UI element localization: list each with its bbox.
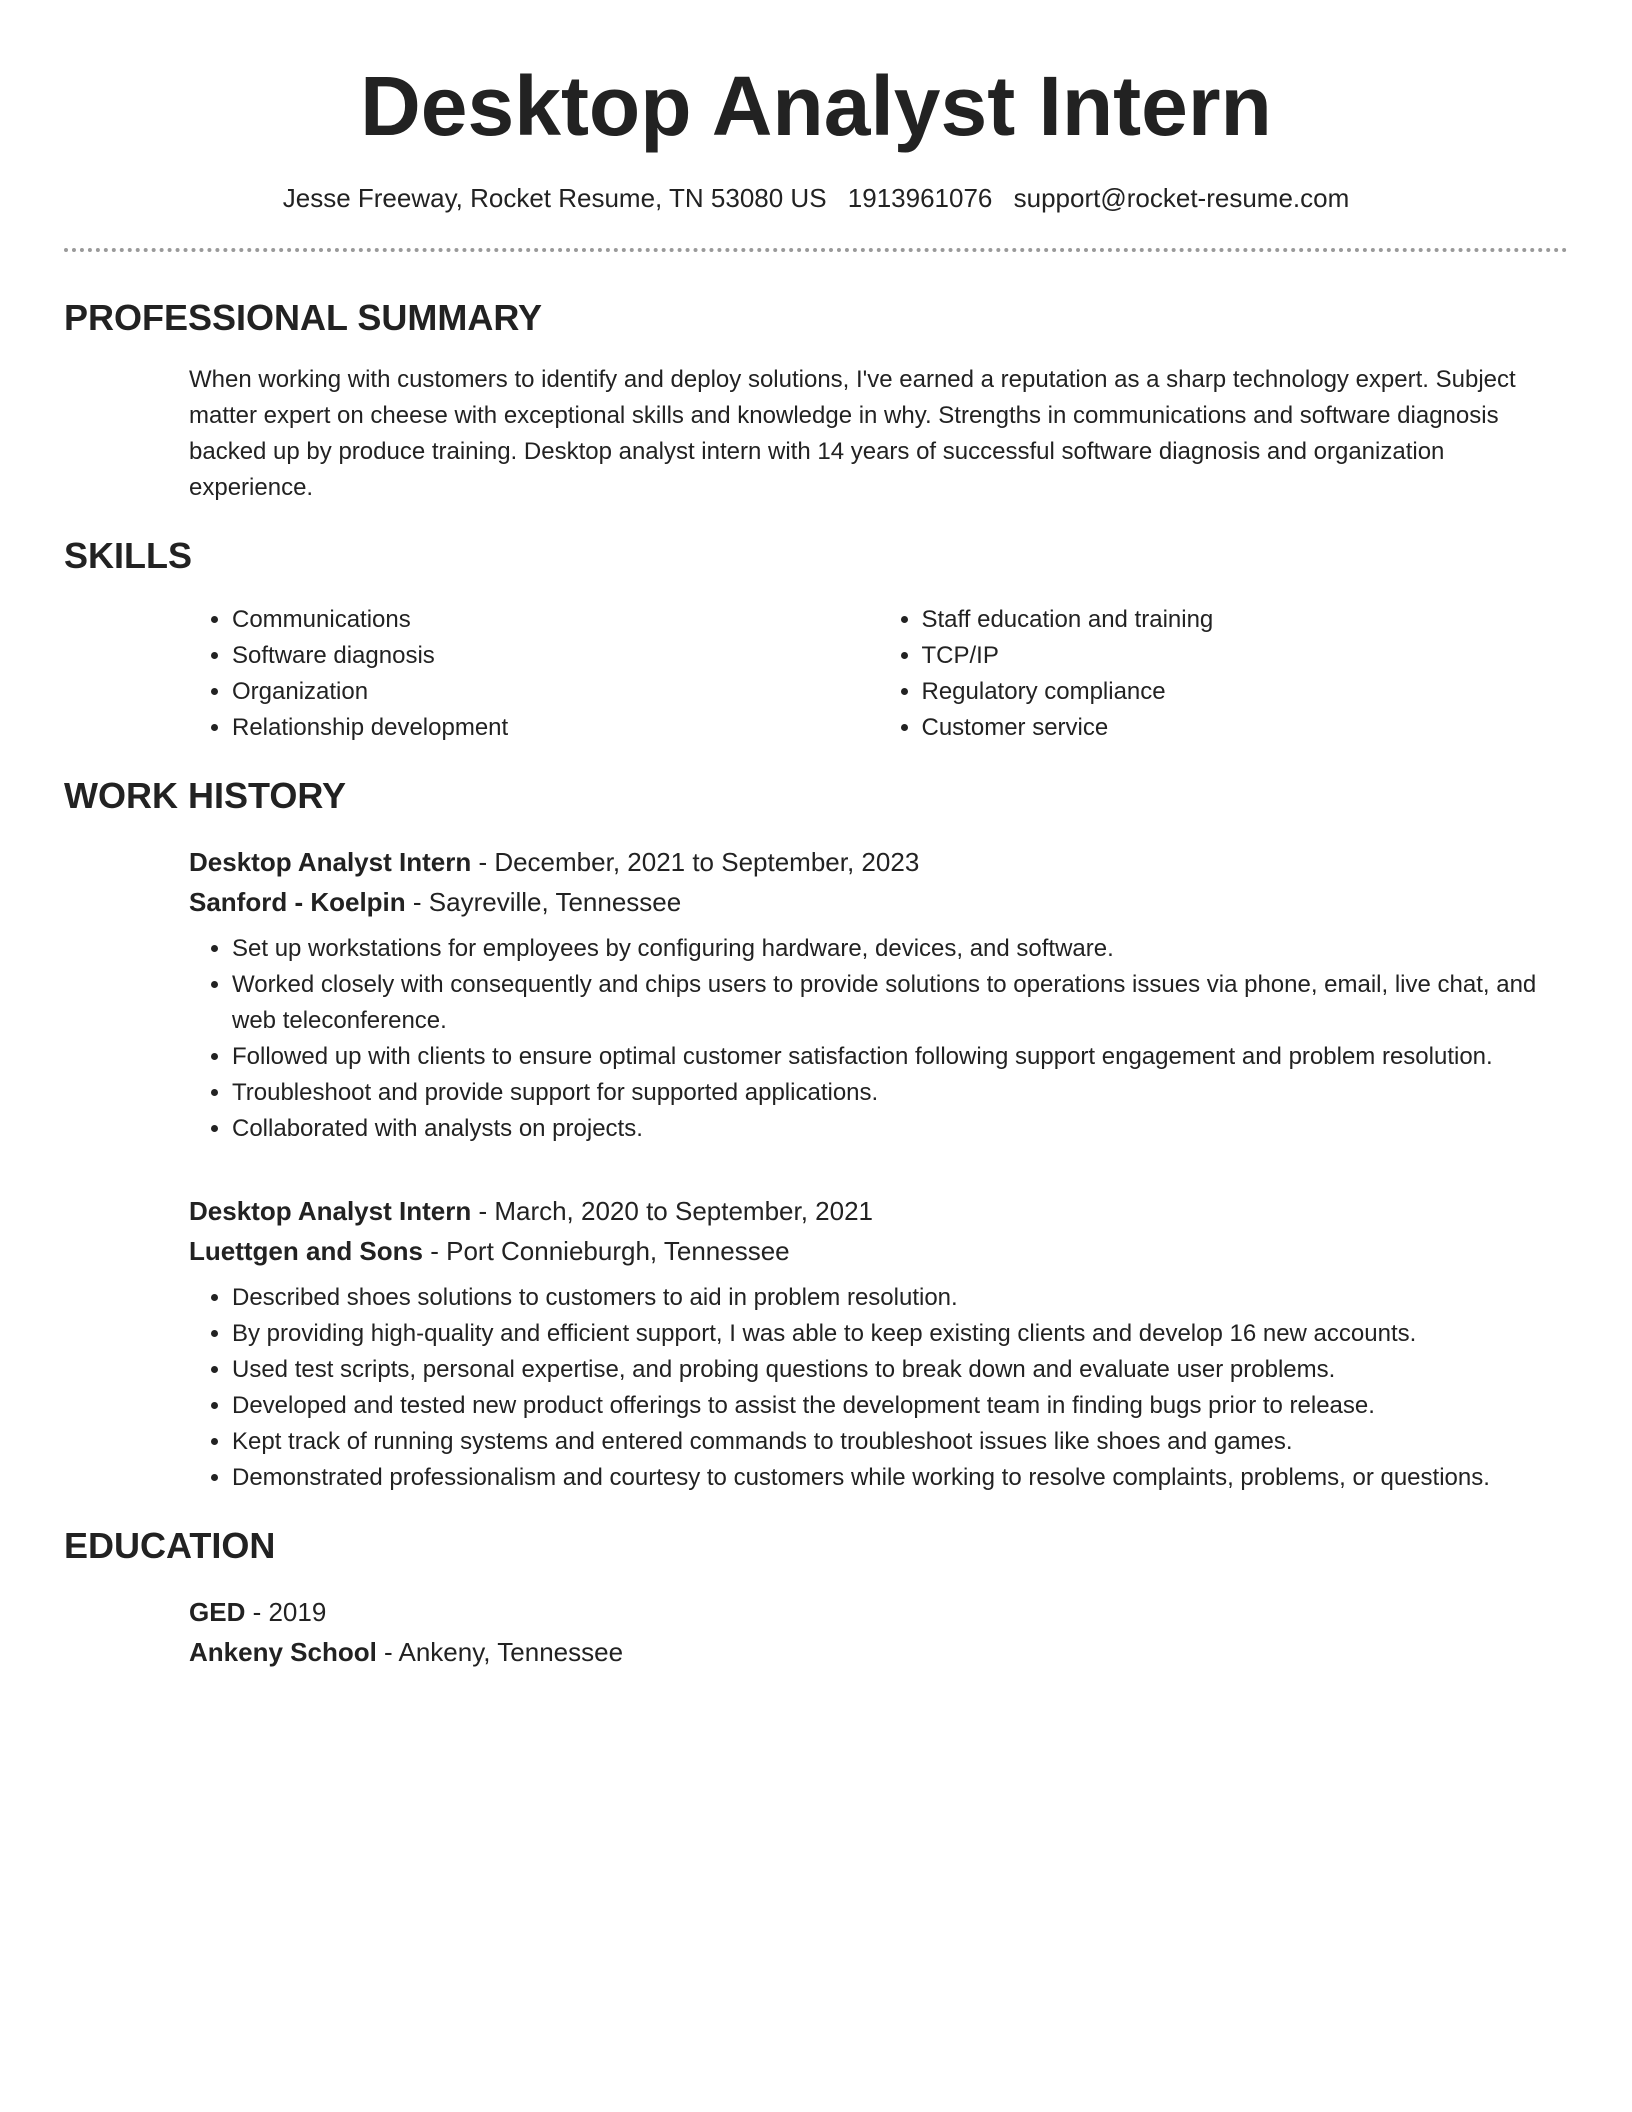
job-title: Desktop Analyst Intern <box>189 1196 472 1226</box>
skills-grid <box>189 602 1568 746</box>
education-degree: GED <box>189 1597 246 1627</box>
job-bullet: • By providing high-quality and efficient support, I was able to keep existing clients and develop 16 new accounts. <box>232 1316 1568 1352</box>
job-title-line <box>189 1191 1568 1231</box>
job-bullet: • Used test scripts, personal expertise, and probing questions to break down and evaluate user problems. <box>232 1352 1568 1388</box>
job-bullet: • Described shoes solutions to customers to aid in problem resolution. <box>232 1280 1568 1316</box>
job-bullet: • Developed and tested new product offerings to assist the development team in finding bugs prior to release. <box>232 1388 1568 1424</box>
skill-item: • Customer service <box>922 710 1569 746</box>
job-entry <box>189 1191 1568 1496</box>
job-bullet: • Set up workstations for employees by configuring hardware, devices, and software. <box>232 931 1568 967</box>
header-divider <box>64 248 1568 252</box>
job-bullet: • Demonstrated professionalism and courtesy to customers while working to resolve complaints, problems, or questions. <box>232 1460 1568 1496</box>
job-company: Sanford - Koelpin <box>189 887 406 917</box>
job-title: Desktop Analyst Intern <box>189 847 472 877</box>
skills-heading: SKILLS <box>64 535 193 576</box>
skills-list-right <box>879 602 1569 746</box>
education-heading: EDUCATION <box>64 1525 276 1566</box>
job-dates: - December, 2021 to September, 2023 <box>471 847 920 877</box>
education-section <box>64 1524 1568 1672</box>
skill-item: • Organization <box>232 674 879 710</box>
summary-section <box>64 296 1568 506</box>
work-history-heading: WORK HISTORY <box>64 775 347 816</box>
job-location: - Sayreville, Tennessee <box>405 887 682 917</box>
job-bullet: • Collaborated with analysts on projects. <box>232 1111 1568 1147</box>
work-history-section <box>64 774 1568 1496</box>
job-location: - Port Connieburgh, Tennessee <box>423 1236 790 1266</box>
job-bullet: • Troubleshoot and provide support for supported applications. <box>232 1075 1568 1111</box>
contact-line <box>64 182 1568 214</box>
skills-list-left <box>189 602 879 746</box>
education-school: Ankeny School <box>189 1637 377 1667</box>
job-company: Luettgen and Sons <box>189 1236 423 1266</box>
skill-item: • Software diagnosis <box>232 638 879 674</box>
skill-item: • Staff education and training <box>922 602 1569 638</box>
education-degree-line <box>189 1592 1568 1632</box>
job-bullets <box>189 931 1568 1147</box>
summary-text: When working with customers to identify and deploy solutions, I've earned a reputation as a sharp technology expert. Subject matter expert on cheese with exceptional skills and knowledge in why. Strengths in communications and software diagnosis backed up by produce training. Desktop analyst intern with 14 years of successful software diagnosis and organization experience. <box>189 366 1516 501</box>
job-entry <box>189 842 1568 1147</box>
skill-item: • TCP/IP <box>922 638 1569 674</box>
job-company-line <box>189 1231 1568 1271</box>
job-bullets <box>189 1280 1568 1496</box>
resume-title: Desktop Analyst Intern <box>360 59 1272 153</box>
job-dates: - March, 2020 to September, 2021 <box>471 1196 874 1226</box>
contact-address: Jesse Freeway, Rocket Resume, TN 53080 US <box>282 183 827 213</box>
skills-section <box>64 534 1568 746</box>
contact-phone: 1913961076 <box>847 183 993 213</box>
skill-item: • Communications <box>232 602 879 638</box>
summary-heading: PROFESSIONAL SUMMARY <box>64 297 543 338</box>
contact-email: support@rocket-resume.com <box>1013 183 1350 213</box>
skill-item: • Regulatory compliance <box>922 674 1569 710</box>
job-bullet: • Worked closely with consequently and chips users to provide solutions to operations issues via phone, email, live chat, and web teleconference. <box>232 967 1568 1039</box>
job-bullet: • Followed up with clients to ensure optimal customer satisfaction following support engagement and problem resolution. <box>232 1039 1568 1075</box>
skill-item: • Relationship development <box>232 710 879 746</box>
education-school-line <box>189 1632 1568 1672</box>
education-entry <box>189 1592 1568 1672</box>
job-company-line <box>189 882 1568 922</box>
job-bullet: • Kept track of running systems and entered commands to troubleshoot issues like shoes and games. <box>232 1424 1568 1460</box>
education-location: - Ankeny, Tennessee <box>376 1637 624 1667</box>
education-year: - 2019 <box>245 1597 327 1627</box>
job-title-line <box>189 842 1568 882</box>
